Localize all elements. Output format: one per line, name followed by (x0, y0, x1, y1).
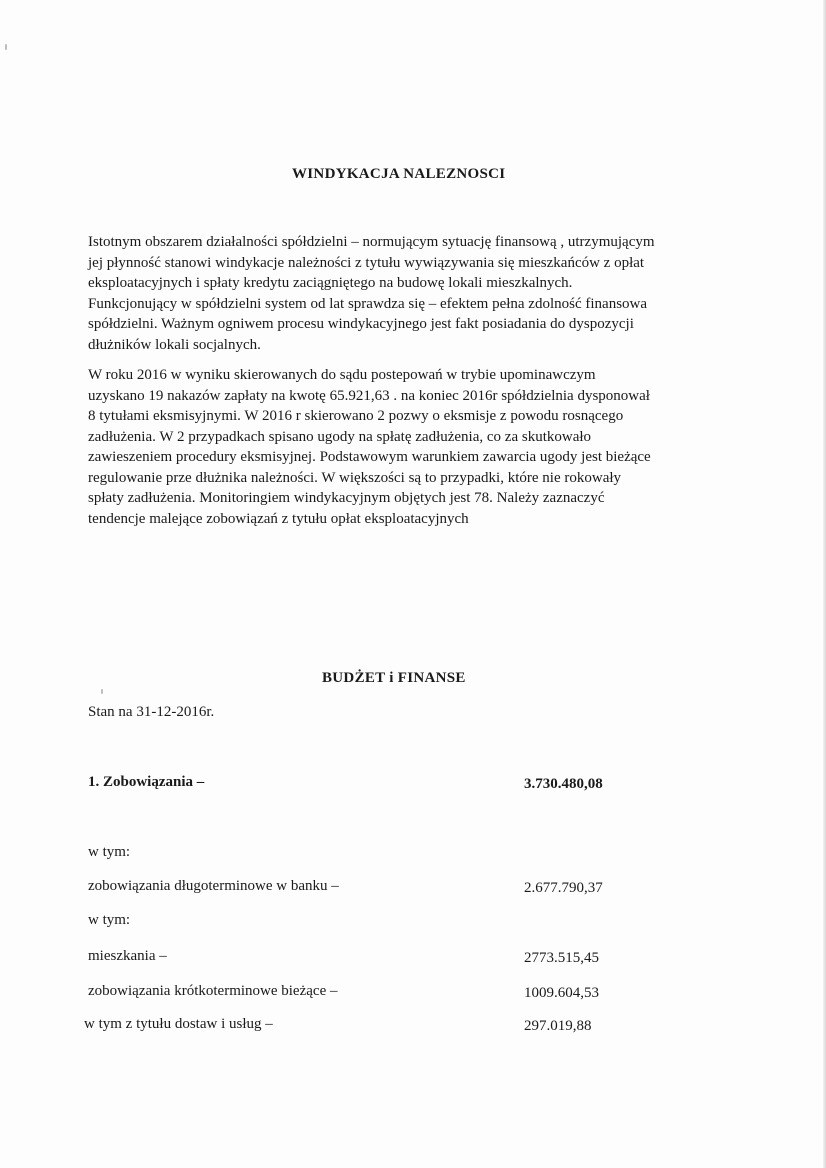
balance-date: Stan na 31-12-2016r. (88, 704, 215, 720)
including-label: w tym: (88, 912, 131, 928)
liabilities-value: 3.730.480,08 (524, 776, 603, 792)
paragraph-windykacja-2 (88, 365, 748, 529)
section-title-windykacja: WINDYKACJA NALEZNOSCI (292, 166, 506, 182)
text-line: zadłużenia. W 2 przypadkach spisano ugody na spłatę zadłużenia, co za skutkowało (88, 428, 592, 445)
scan-speck (101, 689, 103, 694)
liabilities-label: 1. Zobowiązania – (88, 774, 205, 790)
text-line: spółdzielni. Ważnym ogniwem procesu windykacyjnego jest fakt posiadania do dyspozycji (88, 316, 634, 332)
supplies-services-value: 297.019,88 (524, 1018, 592, 1034)
short-term-liabilities-value: 1009.604,53 (524, 985, 599, 1001)
including-label: w tym: (88, 844, 131, 860)
apartments-label: mieszkania – (88, 948, 167, 964)
section-title-budzet: BUDŻET i FINANSE (322, 670, 466, 686)
text-line: jej płynność stanowi windykacje należności z tytułu wywiązywania się mieszkańców z opłat (88, 254, 645, 271)
paragraph-windykacja-1 (88, 232, 748, 355)
text-line: dłużników lokali socjalnych. (88, 336, 261, 353)
long-term-liabilities-value: 2.677.790,37 (524, 880, 603, 896)
text-line: regulowanie prze dłużnika należności. W większości są to przypadki, które nie rokowały (88, 469, 622, 486)
supplies-services-label: w tym z tytułu dostaw i usług – (84, 1016, 273, 1032)
text-line: 8 tytułami eksmisyjnymi. W 2016 r skierowano 2 pozwy o eksmisje z powodu rosnącego (88, 408, 624, 424)
text-line: spłaty zadłużenia. Monitoringiem windykacyjnym objętych jest 78. Należy zaznaczyć (88, 490, 605, 506)
text-line: eksploatacyjnych i spłaty kredytu zaciągniętego na budowę lokali mieszkalnych. (88, 275, 573, 291)
scan-speck (5, 44, 7, 50)
long-term-liabilities-label: zobowiązania długoterminowe w banku – (88, 878, 339, 894)
text-line: W roku 2016 w wyniku skierowanych do sądu postepowań w trybie upominawczym (88, 367, 596, 383)
text-line: uzyskano 19 nakazów zapłaty na kwotę 65.921,63 . na koniec 2016r spółdzielnia dysponował (88, 387, 650, 404)
text-line: Funkcjonujący w spółdzielni system od lat sprawdza się – efektem pełna zdolność finansowa (88, 295, 648, 312)
apartments-value: 2773.515,45 (524, 950, 599, 966)
text-line: zawieszeniem procedury eksmisyjnej. Podstawowym warunkiem zawarcia ugody jest bieżące (88, 449, 651, 465)
text-line: Istotnym obszarem działalności spółdzielni – normującym sytuację finansową , utrzymującym (88, 234, 655, 250)
short-term-liabilities-label: zobowiązania krótkoterminowe bieżące – (88, 983, 338, 999)
text-line: tendencje malejące zobowiązań z tytułu opłat eksploatacyjnych (88, 510, 469, 527)
